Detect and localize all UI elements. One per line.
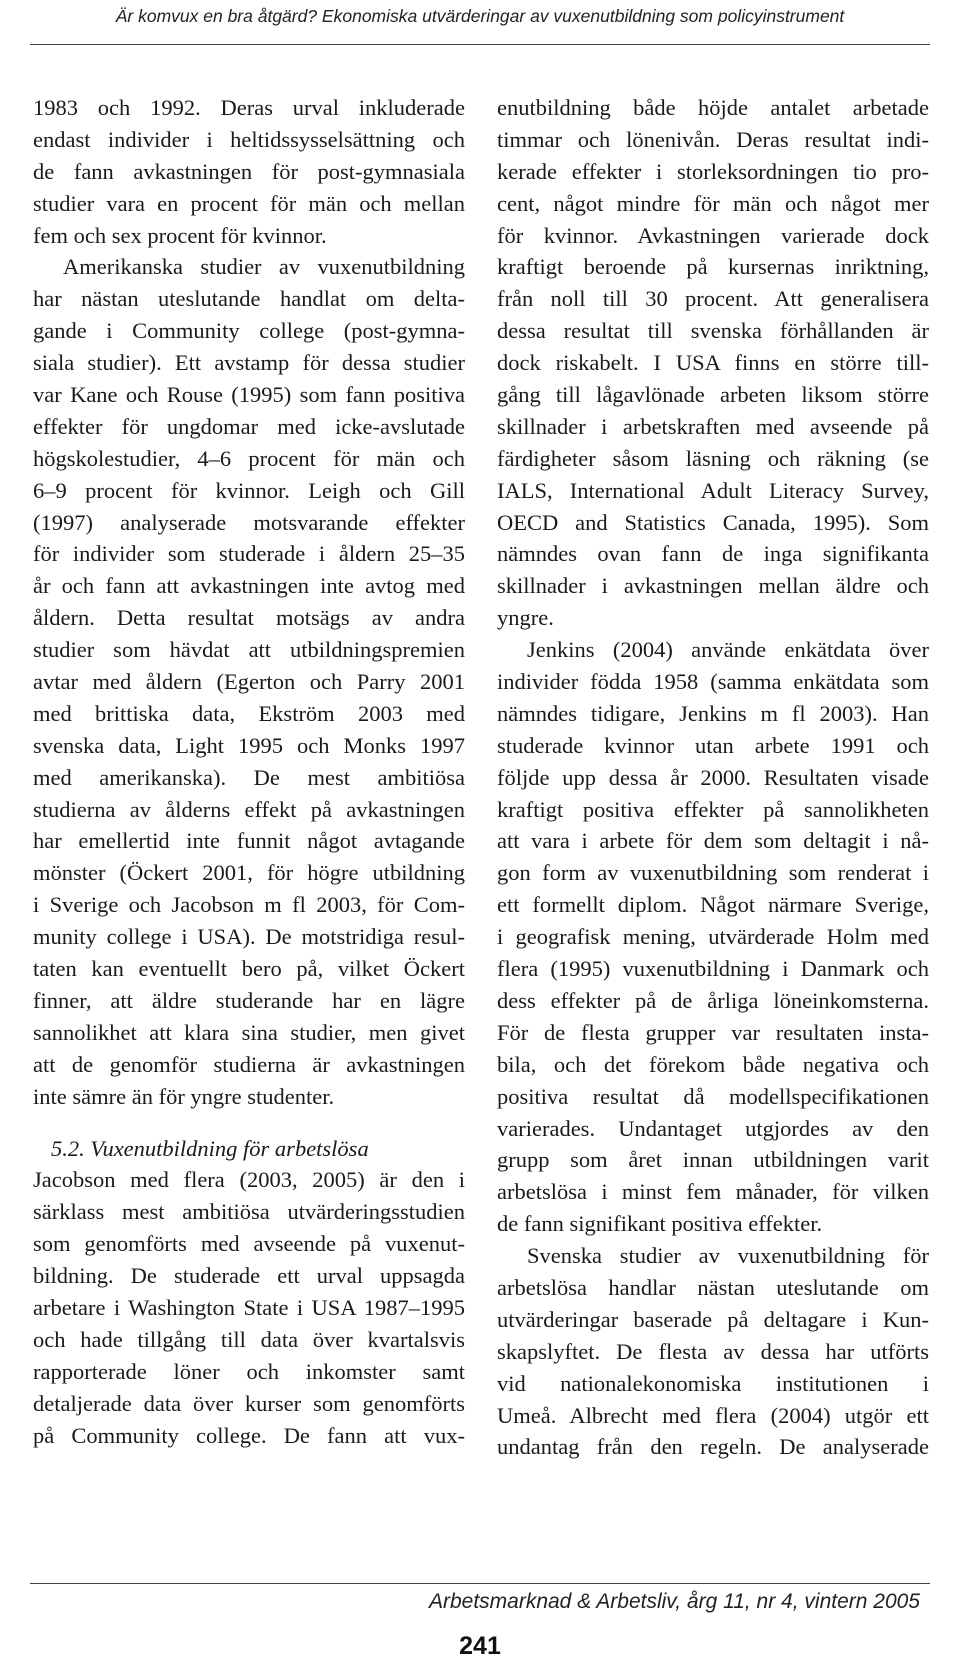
text-line: varierades. Undantaget utgjordes av den (497, 1115, 929, 1141)
text-line: dock riskabelt. I USA finns en större till- (497, 350, 929, 376)
text-line: kraftigt beroende på kursernas inriktning, (497, 254, 929, 280)
text-line: enutbildning både höjde antalet arbetade (497, 95, 929, 120)
text-line: särklass mest ambitiösa utvärderingsstudien (33, 1199, 465, 1225)
text-line: rapporterade löner och inkomster samt (33, 1358, 465, 1384)
text-line: grupp som året innan utbildningen varit (497, 1147, 929, 1173)
text-line: taten kan eventuellt bero på, vilket Öckert (33, 956, 465, 982)
text-line: och hade tillgång till data över kvartalsvis (33, 1326, 465, 1352)
text-line: att de genomför studierna är avkastningen (33, 1051, 465, 1077)
text-line: färdigheter såsom läsning och räkning (se (497, 445, 929, 471)
text-line: individer födda 1958 (samma enkätdata som (497, 669, 929, 695)
text-line: gon form av vuxenutbildning som renderat i (497, 860, 929, 886)
text-line: yngre. (497, 605, 554, 631)
text-line: studier som hävdat att utbildningspremien (33, 637, 465, 663)
text-line: följde upp dessa år 2000. Resultaten visade (497, 764, 929, 790)
text-line: För de flesta grupper var resultaten insta- (497, 1019, 929, 1045)
text-line: kraftigt positiva effekter på sannolikheten (497, 796, 929, 822)
left-column (33, 92, 465, 1451)
paragraph-4 (497, 92, 929, 634)
text-line: har emellertid inte funnit något avtagande (33, 828, 465, 854)
text-line: skillnader i avkastningen mellan äldre och (497, 573, 929, 599)
paragraph-2 (33, 251, 465, 1112)
text-line: mönster (Öckert 2001, för högre utbildning (33, 860, 465, 886)
text-line: åldern. Detta resultat motsägs av andra (33, 605, 465, 631)
text-line: de fann signifikant positiva effekter. (497, 1211, 823, 1237)
text-line: finner, att äldre studerande har en lägre (33, 987, 465, 1013)
paragraph-6 (497, 1240, 929, 1463)
paragraph-1 (33, 92, 465, 251)
paragraph-3 (33, 1164, 465, 1451)
section-heading: 5.2. Vuxenutbildning för arbetslösa (51, 1135, 369, 1161)
section-gap (33, 1113, 465, 1133)
text-line: skapslyftet. De flesta av dessa har utförts (497, 1338, 929, 1364)
text-line: timmar och lönenivån. Deras resultat indi- (497, 126, 929, 152)
text-line: Amerikanska studier av vuxenutbildning (63, 254, 465, 280)
paragraph-5 (497, 634, 929, 1240)
text-line: cent, något mindre för män och något mer (497, 190, 929, 216)
text-line: sannolikhet att klara sina studier, men givet (33, 1019, 465, 1045)
text-line: undantag från den regeln. De analyserade (497, 1434, 929, 1460)
text-line: studierna av ålderns effekt på avkastningen (33, 796, 465, 822)
text-line: studerade kvinnor utan arbete 1991 och (497, 732, 929, 758)
page-number: 241 (459, 1632, 501, 1660)
text-line: att vara i arbete för dem som deltagit i nå- (497, 828, 929, 854)
journal-citation: Arbetsmarknad & Arbetsliv, årg 11, nr 4, vintern 2005 (428, 1590, 920, 1613)
text-line: i geografisk mening, utvärderade Holm med (497, 924, 929, 950)
text-line: de fann avkastningen för post-gymnasiala (33, 158, 465, 184)
text-line: har nästan uteslutande handlat om delta- (33, 286, 465, 312)
text-line: Umeå. Albrecht med flera (2004) utgör ett (497, 1402, 929, 1428)
text-line: vid nationalekonomiska institutionen i (497, 1370, 929, 1396)
text-line: endast individer i heltidssysselsättning och (33, 126, 465, 152)
text-line: effekter för ungdomar med icke-avslutade (33, 413, 465, 439)
text-line: gande i Community college (post-gymna- (33, 318, 465, 344)
right-column (497, 92, 929, 1463)
text-line: svenska data, Light 1995 och Monks 1997 (33, 732, 465, 758)
text-line: år och fann att avkastningen inte avtog med (33, 573, 465, 599)
text-line: för kvinnor. Avkastningen varierade dock (497, 222, 929, 248)
text-line: munity college i USA). De motstridiga resul- (33, 924, 465, 950)
text-line: Jenkins (2004) använde enkätdata över (527, 637, 929, 663)
text-line: detaljerade data över kurser som genomförts (33, 1390, 465, 1416)
text-line: utvärderingar baserade på deltagare i Kun- (497, 1306, 929, 1332)
text-line: positiva resultat då modellspecifikationen (497, 1083, 929, 1109)
text-line: fem och sex procent för kvinnor. (33, 222, 327, 248)
text-line: arbetslösa i minst fem månader, för vilken (497, 1179, 929, 1205)
text-line: ett formellt diplom. Något närmare Sverige, (497, 892, 929, 918)
text-line: 1983 och 1992. Deras urval inkluderade (33, 95, 465, 120)
text-line: på Community college. De fann att vux- (33, 1422, 465, 1448)
text-line: flera (1995) vuxenutbildning i Danmark och (497, 956, 929, 982)
text-line: dessa resultat till svenska förhållanden är (497, 318, 929, 344)
text-line: avtar med åldern (Egerton och Parry 2001 (33, 669, 465, 695)
text-line: gång till lågavlönade arbeten liksom större (497, 382, 929, 408)
header-rule (30, 44, 930, 45)
text-line: skillnader i arbetskraften med avseende på (497, 413, 929, 439)
text-line: siala studier). Ett avstamp för dessa studier (33, 350, 465, 376)
text-line: inte sämre än för yngre studenter. (33, 1083, 335, 1109)
text-line: bila, och det förekom både negativa och (497, 1051, 929, 1077)
text-line: 6–9 procent för kvinnor. Leigh och Gill (33, 477, 465, 503)
text-line: med brittiska data, Ekström 2003 med (33, 700, 465, 726)
text-line: med amerikanska). De mest ambitiösa (33, 764, 465, 790)
text-line: OECD and Statistics Canada, 1995). Som (497, 509, 929, 535)
text-line: för individer som studerade i åldern 25–35 (33, 541, 465, 567)
text-line: i Sverige och Jacobson m fl 2003, för Com- (33, 892, 465, 918)
text-line: (1997) analyserade motsvarande effekter (33, 509, 465, 535)
footer-rule (30, 1583, 930, 1584)
text-line: dess effekter på de årliga löneinkomsterna. (497, 987, 929, 1013)
text-line: nämndes ovan fann de inga signifikanta (497, 541, 929, 567)
text-line: IALS, International Adult Literacy Survey, (497, 477, 929, 503)
text-line: nämndes tidigare, Jenkins m fl 2003). Han (497, 700, 929, 726)
text-line: arbetslösa handlar nästan uteslutande om (497, 1274, 929, 1300)
text-line: högskolestudier, 4–6 procent för män och (33, 445, 465, 471)
text-line: Svenska studier av vuxenutbildning för (527, 1243, 929, 1269)
text-line: kerade effekter i storleksordningen tio pro- (497, 158, 929, 184)
text-line: som genomförts med avseende på vuxenut- (33, 1231, 465, 1257)
text-line: arbetare i Washington State i USA 1987–1995 (33, 1294, 465, 1320)
text-line: var Kane och Rouse (1995) som fann positiva (33, 382, 465, 408)
text-line: från noll till 30 procent. Att generalisera (497, 286, 929, 312)
text-line: Jacobson med flera (2003, 2005) är den i (33, 1167, 465, 1193)
running-head: Är komvux en bra åtgärd? Ekonomiska utvärderingar av vuxenutbildning som policyinstrument (115, 6, 845, 26)
text-line: bildning. De studerade ett urval uppsagda (33, 1263, 465, 1289)
text-line: studier vara en procent för män och mellan (33, 190, 465, 216)
